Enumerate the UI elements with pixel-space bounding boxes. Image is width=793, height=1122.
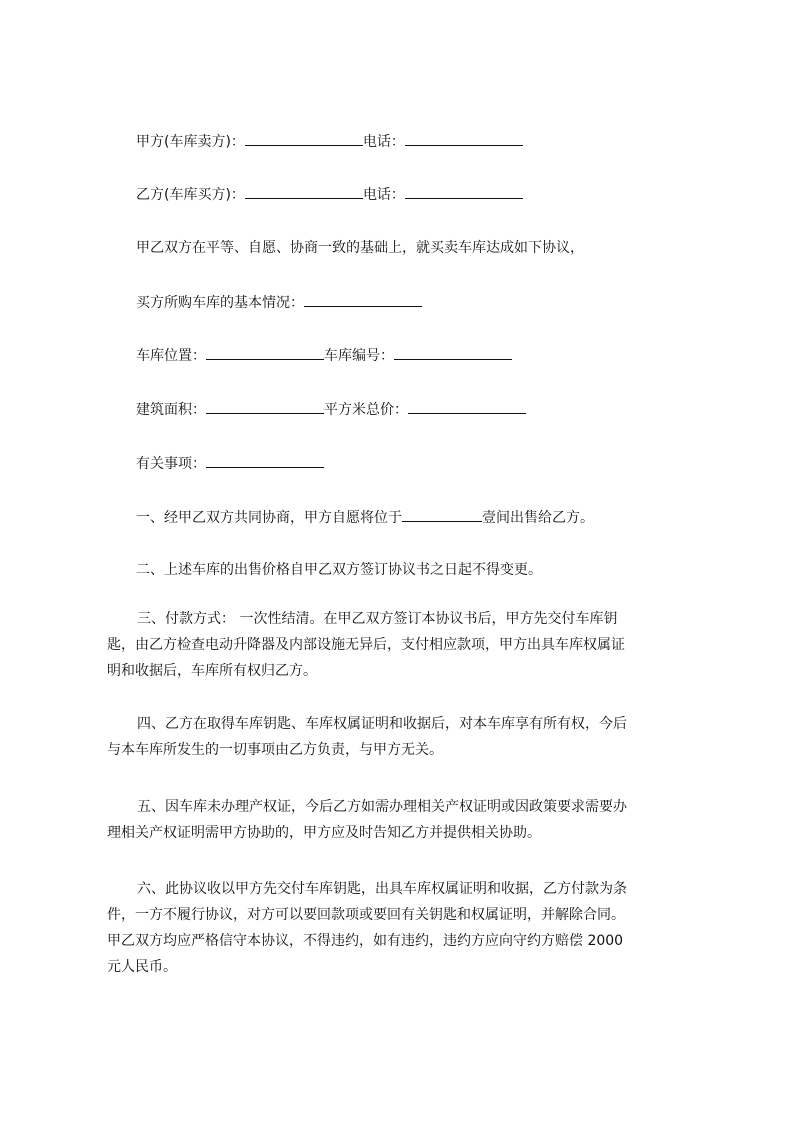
clause-3 bbox=[107, 606, 697, 684]
area-line bbox=[136, 399, 526, 420]
seller-name-blank[interactable] bbox=[245, 131, 363, 146]
location-blank[interactable] bbox=[206, 345, 324, 360]
clause-4-line-2: 与本车库所发生的一切事项由乙方负责，与甲方无关。 bbox=[107, 742, 443, 758]
buyer-name-blank[interactable] bbox=[245, 184, 363, 199]
basic-info-line bbox=[136, 292, 422, 313]
basic-info-blank[interactable] bbox=[304, 292, 422, 307]
clause-5-line-1: 五、因车库未办理产权证，今后乙方如需办理相关产权证明或因政策要求需要办 bbox=[137, 799, 627, 815]
number-label: 车库编号： bbox=[324, 348, 394, 364]
intro-line bbox=[136, 238, 584, 258]
clause-1 bbox=[136, 507, 594, 528]
buyer-line bbox=[136, 184, 523, 205]
area-blank[interactable] bbox=[206, 399, 324, 414]
seller-phone-blank[interactable] bbox=[405, 131, 523, 146]
matters-label: 有关事项： bbox=[136, 456, 206, 472]
clause-4 bbox=[107, 711, 697, 763]
location-label: 车库位置： bbox=[136, 348, 206, 364]
number-blank[interactable] bbox=[394, 345, 512, 360]
basic-info-label: 买方所购车库的基本情况： bbox=[136, 295, 304, 311]
clause-4-line-1: 四、乙方在取得车库钥匙、车库权属证明和收据后，对本车库享有所有权，今后 bbox=[137, 716, 627, 732]
clause-3-line-2: 匙，由乙方检查电动升降器及内部设施无异后，支付相应款项，甲方出具车库权属证 bbox=[107, 637, 625, 653]
clause-5 bbox=[107, 794, 697, 846]
clause-6-line-4: 元人民币。 bbox=[107, 959, 177, 975]
seller-line bbox=[136, 131, 523, 152]
clause-2-text: 二、上述车库的出售价格自甲乙双方签订协议书之日起不得变更。 bbox=[136, 562, 542, 578]
total-price-label: 平方米总价： bbox=[324, 402, 408, 418]
clause-6-line-2: 件，一方不履行协议，对方可以要回款项或要回有关钥匙和权属证明，并解除合同。 bbox=[107, 907, 625, 923]
clause-6 bbox=[107, 876, 697, 980]
clause-2 bbox=[136, 560, 542, 580]
seller-phone-label: 电话： bbox=[362, 134, 405, 150]
clause-6-line-3: 甲乙双方均应严格信守本协议，不得违约，如有违约，违约方应向守约方赔偿 2000 bbox=[107, 933, 624, 949]
matters-blank[interactable] bbox=[206, 453, 324, 468]
clause-6-line-1: 六、此协议收以甲方先交付车库钥匙，出具车库权属证明和收据，乙方付款为条 bbox=[137, 881, 627, 897]
intro-text: 甲乙双方在平等、自愿、协商一致的基础上，就买卖车库达成如下协议， bbox=[136, 240, 584, 256]
clause-5-line-2: 理相关产权证明需甲方协助的，甲方应及时告知乙方并提供相关协助。 bbox=[107, 825, 541, 841]
area-label: 建筑面积： bbox=[136, 402, 206, 418]
seller-label: 甲方(车库卖方)： bbox=[136, 134, 245, 150]
location-line bbox=[136, 345, 512, 366]
matters-line bbox=[136, 453, 324, 474]
clause-1-before: 一、经甲乙双方共同协商，甲方自愿将位于 bbox=[136, 510, 402, 526]
clause-1-after: 壹间出售给乙方。 bbox=[482, 510, 594, 526]
clause-3-line-3: 明和收据后，车库所有权归乙方。 bbox=[107, 663, 317, 679]
total-price-blank[interactable] bbox=[408, 399, 526, 414]
clause-1-location-blank[interactable] bbox=[402, 507, 482, 522]
buyer-label: 乙方(车库买方)： bbox=[136, 187, 245, 203]
buyer-phone-blank[interactable] bbox=[405, 184, 523, 199]
buyer-phone-label: 电话： bbox=[362, 187, 405, 203]
clause-3-line-1: 三、付款方式： 一次性结清。在甲乙双方签订本协议书后，甲方先交付车库钥 bbox=[137, 611, 618, 627]
